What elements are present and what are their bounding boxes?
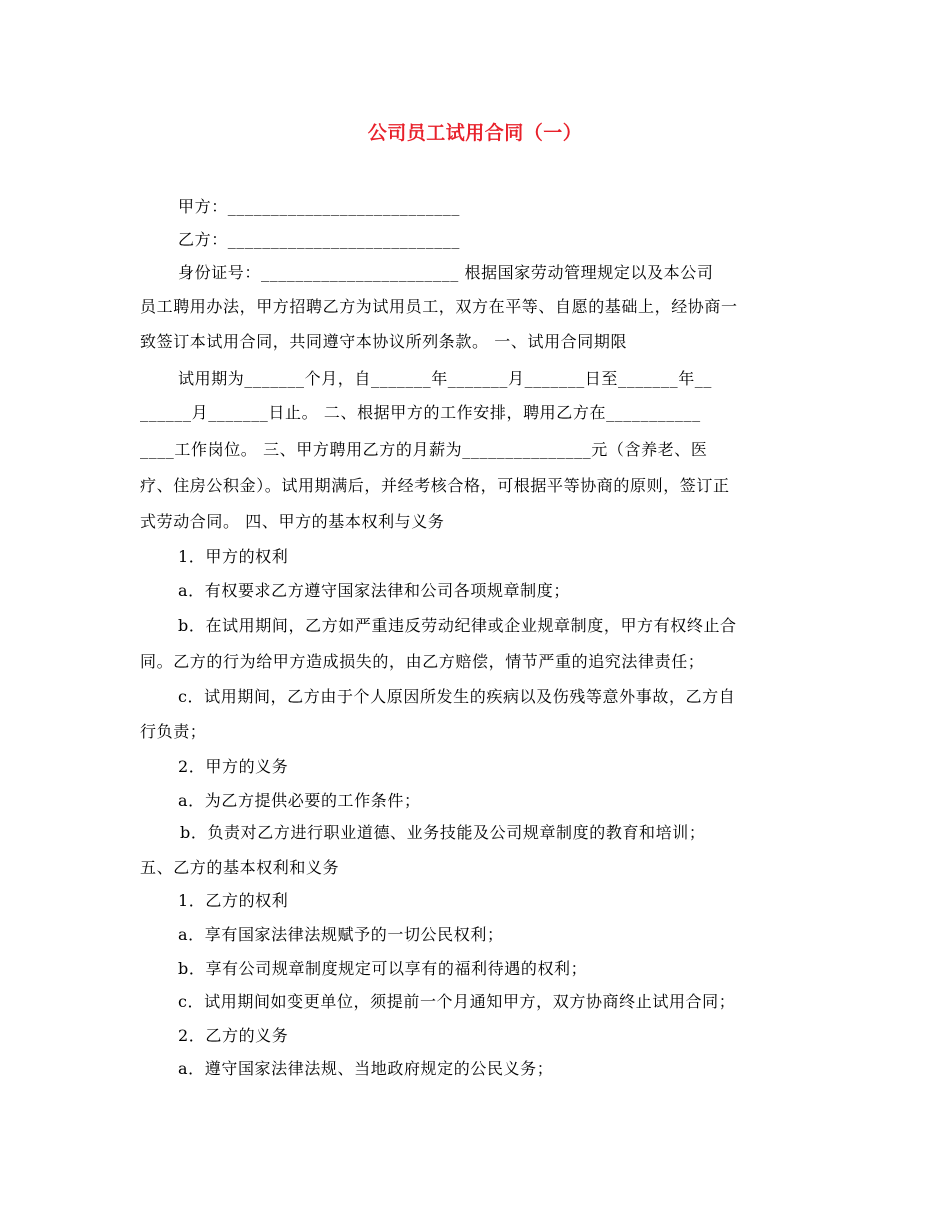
paragraph-line: 疗、住房公积金）。试用期满后，并经考核合格，可根据平等协商的原则，签订正: [140, 476, 730, 495]
clause-line: a．享有国家法律法规赋予的一切公民权利；: [178, 925, 504, 944]
clause-line: a．有权要求乙方遵守国家法律和公司各项规章制度；: [178, 581, 570, 600]
clause-line: a．为乙方提供必要的工作条件；: [178, 791, 421, 810]
paragraph-line: 式劳动合同。 四、甲方的基本权利与义务: [140, 512, 445, 531]
paragraph-line: ____工作岗位。 三、甲方聘用乙方的月薪为_______________元（含养老、医: [140, 440, 708, 459]
clause-line: c．试用期间如变更单位，须提前一个月通知甲方，双方协商终止试用合同；: [178, 992, 736, 1011]
clause-line: c．试用期间，乙方由于个人原因所发生的疾病以及伤残等意外事故，乙方自: [178, 687, 736, 706]
clause-line: a．遵守国家法律法规、当地政府规定的公民义务；: [178, 1059, 554, 1078]
section-heading: 1．乙方的权利: [178, 891, 289, 910]
document-title: 公司员工试用合同（一）: [367, 122, 583, 144]
paragraph-line: 员工聘用办法，甲方招聘乙方为试用员工，双方在平等、自愿的基础上，经协商一: [140, 297, 738, 316]
party-b-line: 乙方：___________________________: [178, 230, 460, 249]
paragraph-line: 致签订本试用合同，共同遵守本协议所列条款。 一、试用合同期限: [140, 332, 628, 351]
clause-line: 行负责；: [140, 722, 207, 741]
party-a-line: 甲方：___________________________: [178, 197, 460, 216]
clause-line: 同。乙方的行为给甲方造成损失的，由乙方赔偿，情节严重的追究法律责任；: [140, 652, 705, 671]
clause-line: b．在试用期间，乙方如严重违反劳动纪律或企业规章制度，甲方有权终止合: [178, 616, 737, 635]
section-heading: 五、乙方的基本权利和义务: [140, 858, 340, 877]
section-heading: 2．乙方的义务: [178, 1026, 289, 1045]
clause-line: b．负责对乙方进行职业道德、业务技能及公司规章制度的教育和培训；: [180, 823, 706, 842]
section-heading: 1．甲方的权利: [178, 547, 289, 566]
paragraph-line: ______月_______日止。 二、根据甲方的工作安排，聘用乙方在___________: [140, 403, 701, 422]
clause-line: b．享有公司规章制度规定可以享有的福利待遇的权利；: [178, 959, 588, 978]
paragraph-line: 试用期为_______个月，自_______年_______月_______日至_______年__: [178, 369, 712, 388]
id-number-line: 身份证号：_______________________ 根据国家劳动管理规定以及本公司: [178, 263, 714, 282]
section-heading: 2．甲方的义务: [178, 757, 289, 776]
